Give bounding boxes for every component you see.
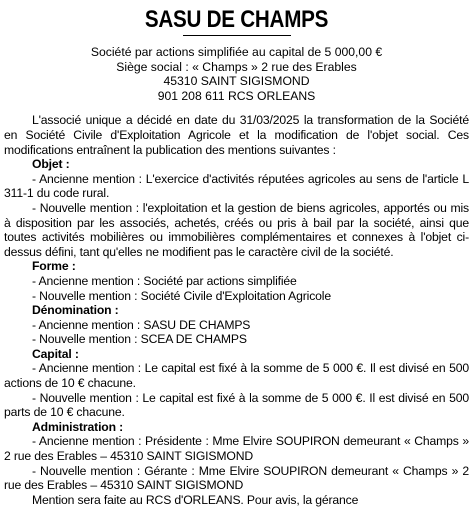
- notice-body: [4, 113, 469, 507]
- denomination-old-mention: - Ancienne mention : SASU DE CHAMPS: [32, 317, 251, 332]
- forme-new-mention: - Nouvelle mention : Société Civile d'Exploitation Agricole: [32, 288, 331, 303]
- capital-old-mention: - Ancienne mention : Le capital est fixé à la somme de 5 000 €. Il est divisé en 500 actions de 10 € chacune.: [4, 361, 469, 391]
- section-heading-administration: Administration :: [32, 419, 124, 434]
- notice-title: SASU DE CHAMPS: [144, 6, 329, 33]
- denomination-new-mention: - Nouvelle mention : SCEA DE CHAMPS: [32, 332, 247, 347]
- title-underline: [183, 35, 291, 36]
- intro-paragraph: L'associé unique a décidé en date du 31/03/2025 la transformation de la Société en Société Civile d'Exploitation Agricole et la modification de l'objet social. Ces modifications entraînent la publication des mentions suivantes :: [4, 113, 469, 157]
- closing-paragraph: Mention sera faite au RCS d'ORLEANS. Pour avis, la gérance: [32, 492, 359, 507]
- company-capital: Société par actions simplifiée au capital de 5 000,00 €: [90, 45, 383, 59]
- section-heading-forme: Forme :: [32, 259, 76, 274]
- objet-new-mention: - Nouvelle mention : l'exploitation et la gestion de biens agricoles, apportés ou mis à disposition par les associés, achetés, créés ou pris à bail par la société, ainsi que toutes activités mobilières ou immobilières complémentaires et connexes à l'objet ci-dessus défini, tant qu'elles ne modifient pas le caractère civil de la société.: [4, 200, 469, 259]
- administration-old-mention: - Ancienne mention : Présidente : Mme Elvire SOUPIRON demeurant « Champs » 2 rue des Erables – 45310 SAINT SIGISMOND: [4, 434, 469, 464]
- section-heading-denomination: Dénomination :: [32, 303, 119, 318]
- objet-old-mention: - Ancienne mention : L'exercice d'activités réputées agricoles au sens de l'article L 311-1 du code rural.: [4, 171, 469, 201]
- forme-old-mention: - Ancienne mention : Société par actions simplifiée: [32, 273, 297, 288]
- capital-new-mention: - Nouvelle mention : Le capital est fixé à la somme de 5 000 €. Il est divisé en 500 parts de 10 € chacune.: [4, 390, 469, 420]
- company-city: 45310 SAINT SIGISMOND: [163, 74, 310, 89]
- administration-new-mention: - Nouvelle mention : Gérante : Mme Elvire SOUPIRON demeurant « Champs » 2 rue des Erables – 45310 SAINT SIGISMOND: [4, 463, 469, 493]
- section-heading-objet: Objet :: [32, 157, 70, 172]
- company-rcs: 901 208 611 RCS ORLEANS: [157, 88, 316, 103]
- company-header: [4, 45, 469, 103]
- company-seat: Siège social : « Champs » 2 rue des Erables: [116, 59, 357, 74]
- section-heading-capital: Capital :: [32, 346, 79, 361]
